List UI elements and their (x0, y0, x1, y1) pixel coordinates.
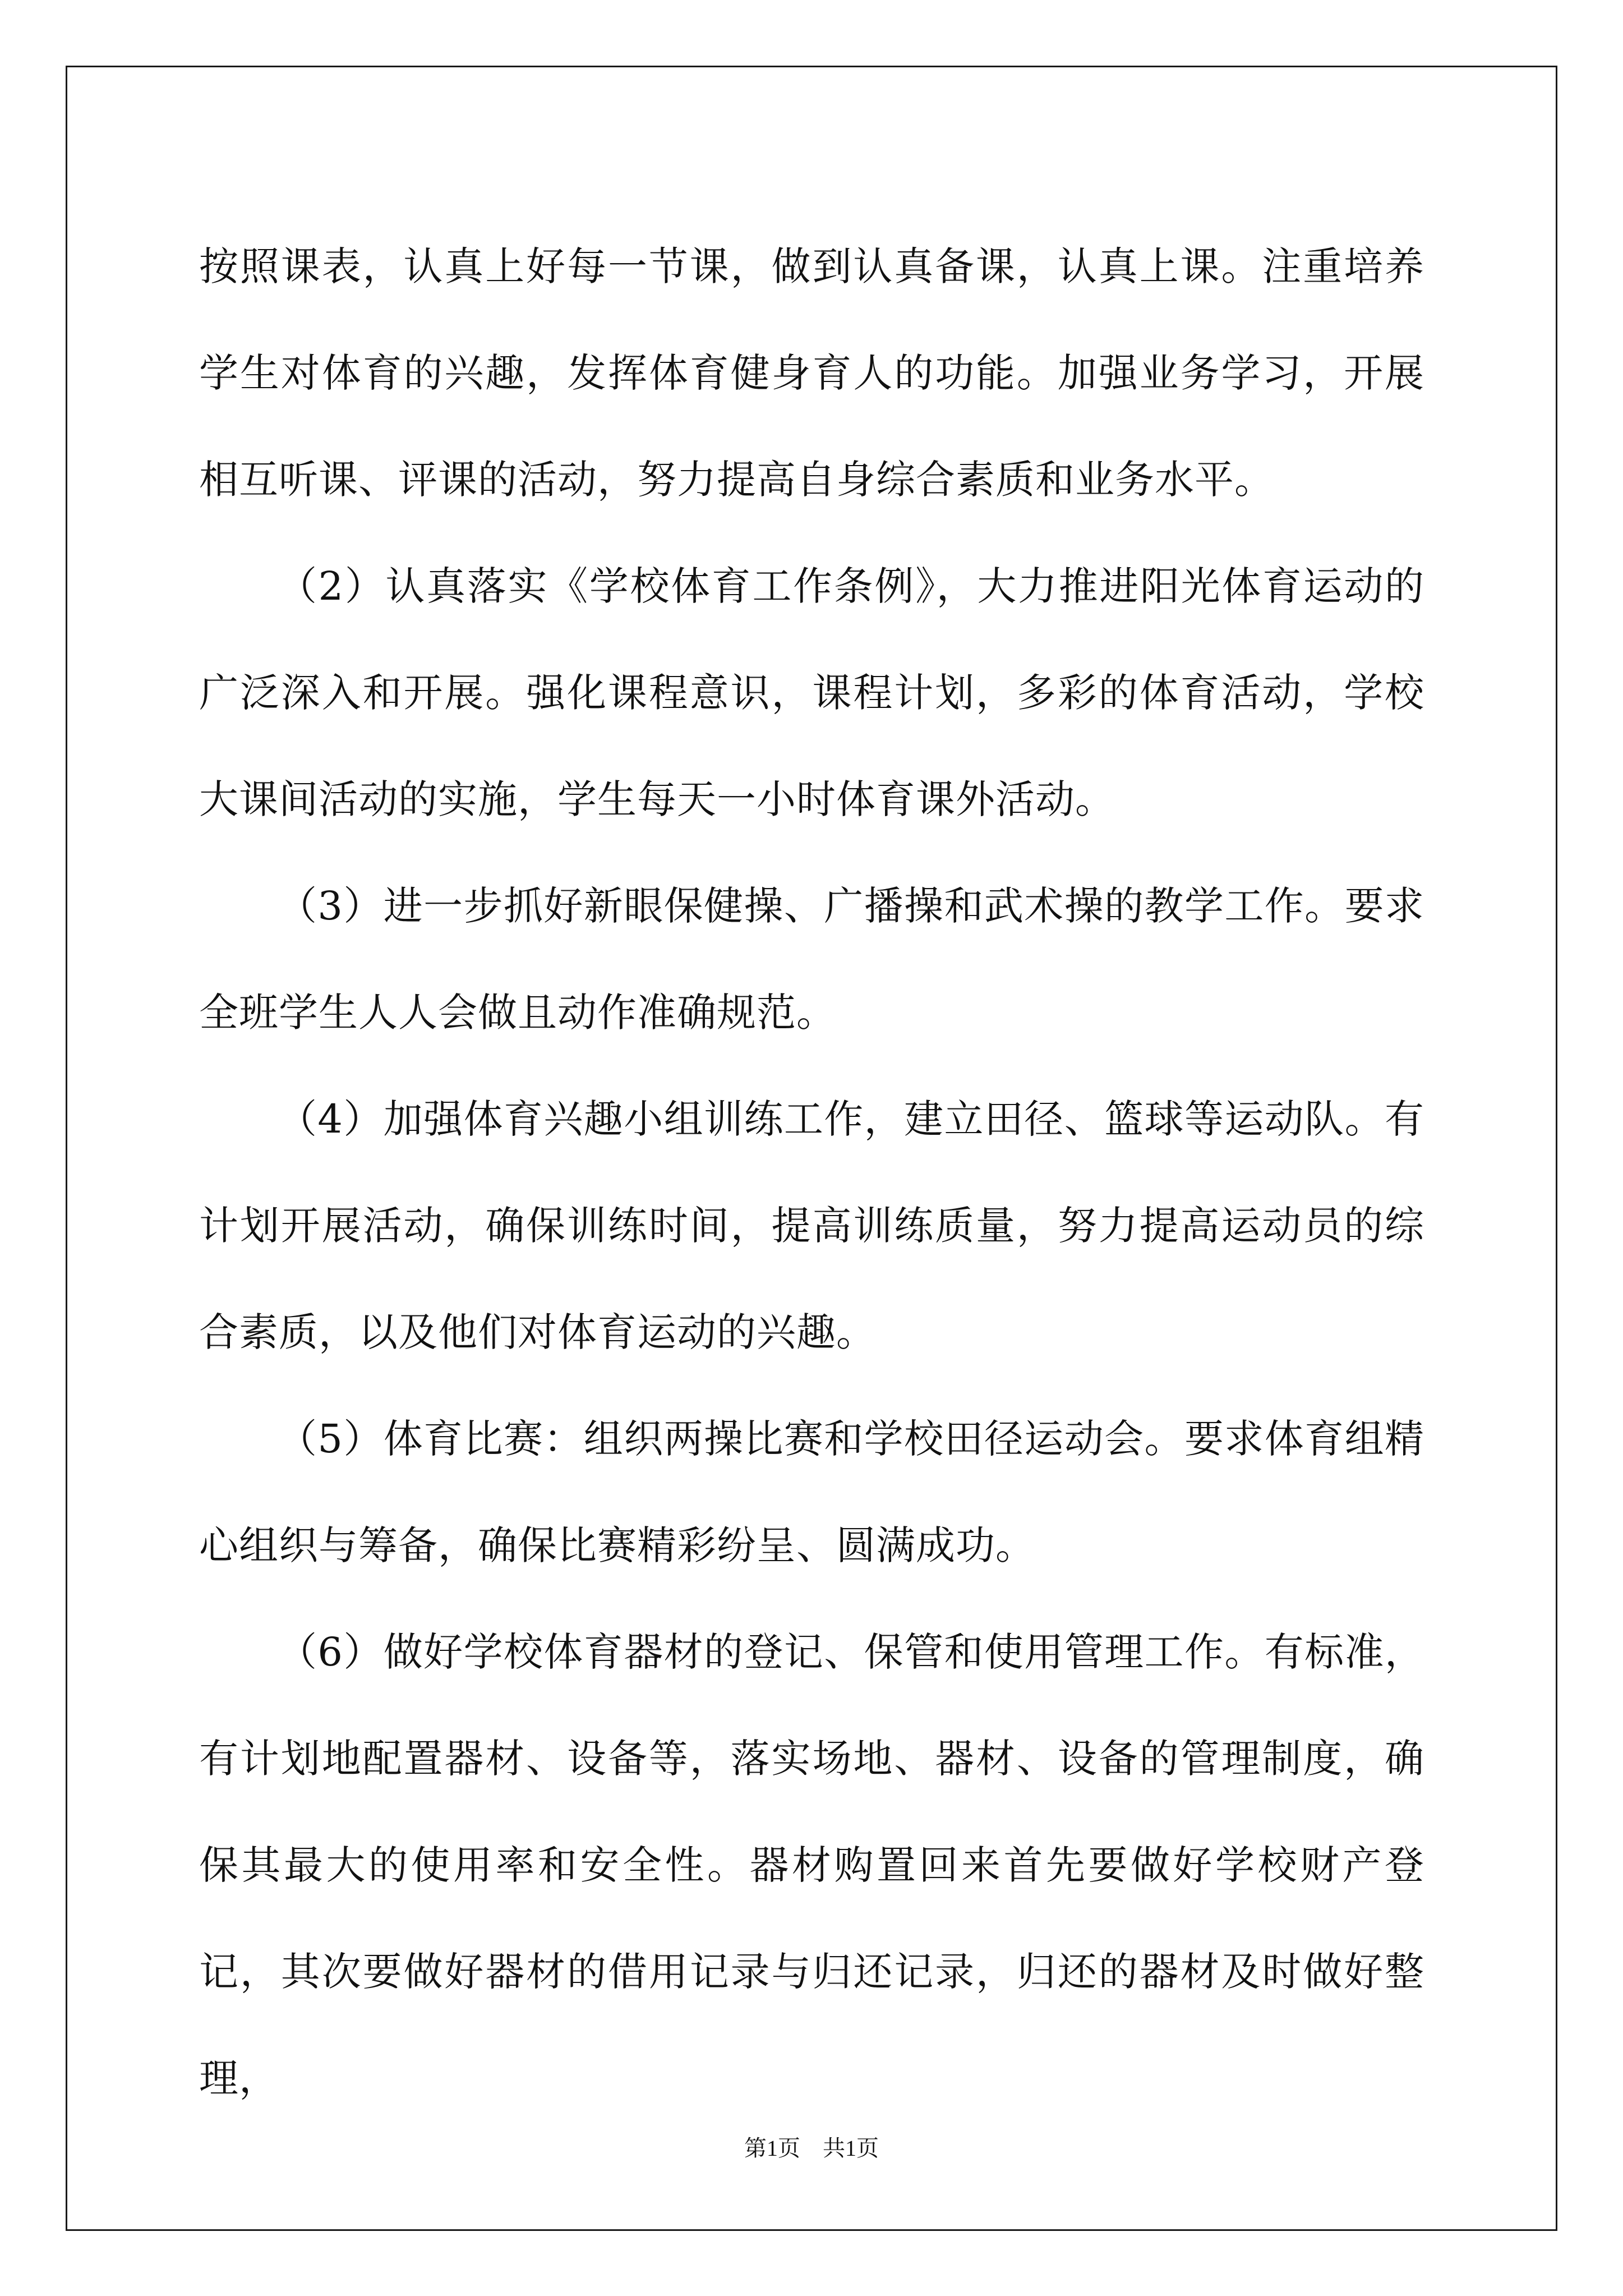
paragraph-4: （4）加强体育兴趣小组训练工作，建立田径、篮球等运动队。有计划开展活动，确保训练时间，提高训练质量，努力提高运动员的综合素质，以及他们对体育运动的兴趣。 (199, 1096, 1424, 1355)
page-number-footer: 第1页 共1页 (744, 2136, 879, 2161)
paragraph-2: （2）认真落实《学校体育工作条例》，大力推进阳光体育运动的广泛深入和开展。强化课程意识，课程计划，多彩的体育活动，学校大课间活动的实施，学生每天一小时体育课外活动。 (199, 563, 1424, 822)
paragraph-6: （6）做好学校体育器材的登记、保管和使用管理工作。有标准，有计划地配置器材、设备等，落实场地、器材、设备的管理制度，确保其最大的使用率和安全性。器材购置回来首先要做好学校财产登记，其次要做好器材的借用记录与归还记录，归还的器材及时做好整理， (199, 1629, 1424, 2101)
paragraph-3: （3）进一步抓好新眼保健操、广播操和武术操的教学工作。要求全班学生人人会做且动作准确规范。 (199, 883, 1424, 1036)
document-body (199, 213, 1424, 2132)
paragraph-5: （5）体育比赛：组织两操比赛和学校田径运动会。要求体育组精心组织与筹备，确保比赛精彩纷呈、圆满成功。 (199, 1416, 1424, 1568)
paragraph-1: 按照课表，认真上好每一节课，做到认真备课，认真上课。注重培养学生对体育的兴趣，发挥体育健身育人的功能。加强业务学习，开展相互听课、评课的活动，努力提高自身综合素质和业务水平。 (199, 243, 1424, 503)
